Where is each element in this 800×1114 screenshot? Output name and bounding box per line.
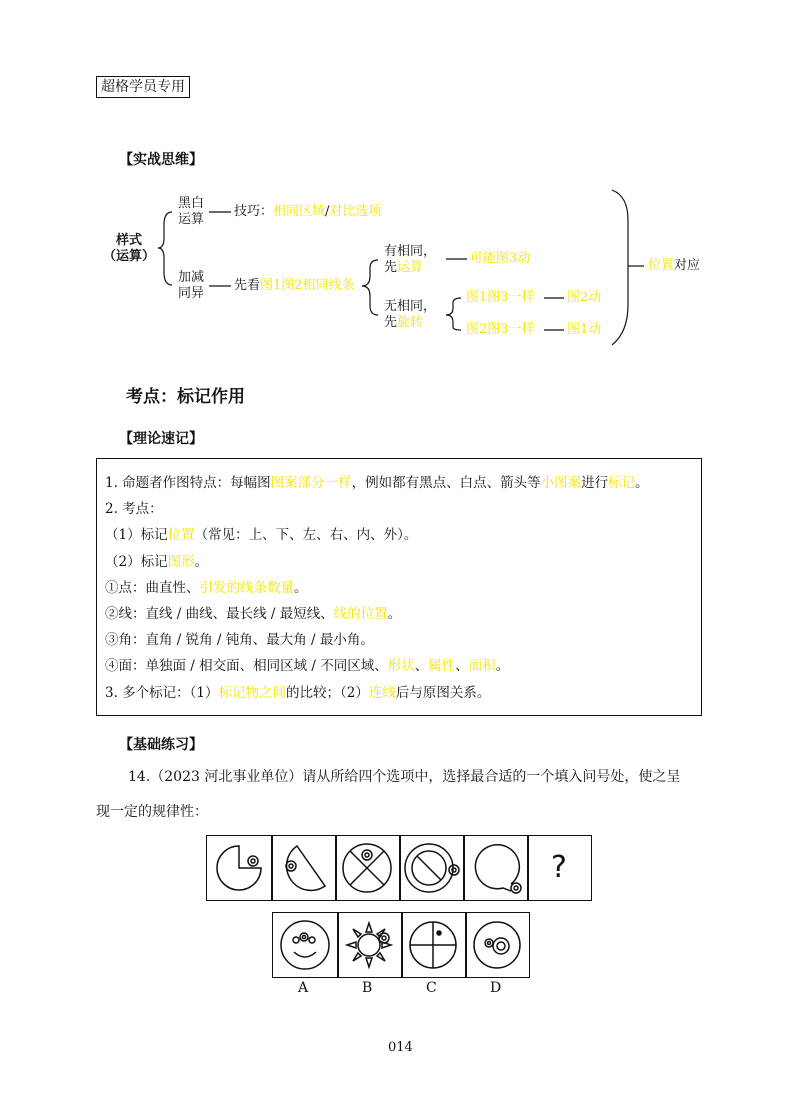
options-row — [272, 912, 530, 978]
theory-line-5: ①点：曲直性、引发的线条数量。 — [105, 579, 308, 596]
option-d-figure[interactable] — [465, 913, 529, 977]
option-a-shape — [273, 913, 337, 977]
mindmap-first-look: 先看图1图2相同线条 — [234, 278, 355, 293]
theory-line-3: （1）标记位置（常见：上、下、左、右、内、外）。 — [105, 527, 418, 544]
theory-line-8: ④面：单独面 / 相交面、相同区域 / 不同区域、形状、属性、面积。 — [105, 658, 510, 675]
mindmap-r2-result: 图1动 — [567, 322, 602, 337]
mindmap-r1: 图1图3一样 — [466, 290, 535, 305]
option-d-shape — [465, 913, 529, 977]
mindmap-final: 位置对应 — [648, 258, 701, 273]
option-b-shape — [337, 913, 401, 977]
figure-4-shape — [399, 836, 463, 900]
option-label-d[interactable]: D — [490, 980, 502, 996]
mindmap-jj-node: 加减 同异 — [178, 270, 205, 301]
practice-header: 【基础练习】 — [119, 737, 203, 753]
mindmap-bw-node: 黑白 运算 — [178, 196, 205, 227]
figure-2 — [271, 836, 335, 900]
mindmap-connectors — [0, 0, 800, 400]
mindmap-bw-tip: 技巧：相同区域/对比选项 — [234, 204, 382, 219]
student-badge: 超格学员专用 — [96, 76, 190, 98]
page-number: 014 — [388, 1040, 413, 1055]
option-label-c[interactable]: C — [426, 980, 437, 996]
figure-1 — [207, 836, 271, 900]
figure-3-shape — [335, 836, 399, 900]
question-mark-cell: ? — [551, 850, 567, 885]
mindmap-nosame-node: 无相同， 先旋转 — [384, 299, 437, 330]
theory-box — [96, 458, 702, 716]
theory-line-9: 3. 多个标记：（1）标记物之间的比较；（2）连线后与原图关系。 — [105, 684, 491, 701]
question-line-2: 现一定的规律性： — [96, 804, 208, 820]
figure-2-shape — [271, 836, 335, 900]
theory-line-2: 2. 考点： — [105, 501, 163, 518]
option-label-b[interactable]: B — [362, 980, 373, 996]
figure-1-shape — [207, 836, 271, 900]
question-line-1: 14.（2023 河北事业单位）请从所给四个选项中，选择最合适的一个填入问号处，使之呈 — [128, 769, 681, 785]
mindmap-header: 【实战思维】 — [119, 152, 203, 168]
figure-5 — [463, 836, 527, 900]
theory-line-4: （2）标记图形。 — [105, 553, 209, 570]
theory-line-1: 1. 命题者作图特点：每幅图图案部分一样，例如都有黑点、白点、箭头等小图案进行标记。 — [105, 475, 649, 491]
mindmap-same-node: 有相同， 先运算 — [384, 244, 437, 275]
option-c-shape — [401, 913, 465, 977]
option-b-figure[interactable] — [337, 913, 401, 977]
option-label-a[interactable]: A — [298, 980, 309, 996]
option-c-figure[interactable] — [401, 913, 465, 977]
question-figure-row — [206, 835, 592, 901]
mindmap-r1-result: 图2动 — [567, 290, 602, 305]
option-a-figure[interactable] — [273, 913, 337, 977]
figure-5-shape — [463, 836, 527, 900]
mindmap-same-result: 可能图3动 — [470, 251, 531, 266]
theory-header: 【理论速记】 — [119, 431, 203, 447]
theory-line-7: ③角：直角 / 锐角 / 钝角、最大角 / 最小角。 — [105, 632, 374, 649]
figure-4 — [399, 836, 463, 900]
figure-3 — [335, 836, 399, 900]
mindmap-root: 样式 （运算） — [103, 233, 156, 264]
mindmap-r2: 图2图3一样 — [466, 322, 535, 337]
theory-line-6: ②线：直线 / 曲线、最长线 / 最短线、线的位置。 — [105, 606, 402, 623]
section-title: 考点：标记作用 — [126, 387, 245, 407]
